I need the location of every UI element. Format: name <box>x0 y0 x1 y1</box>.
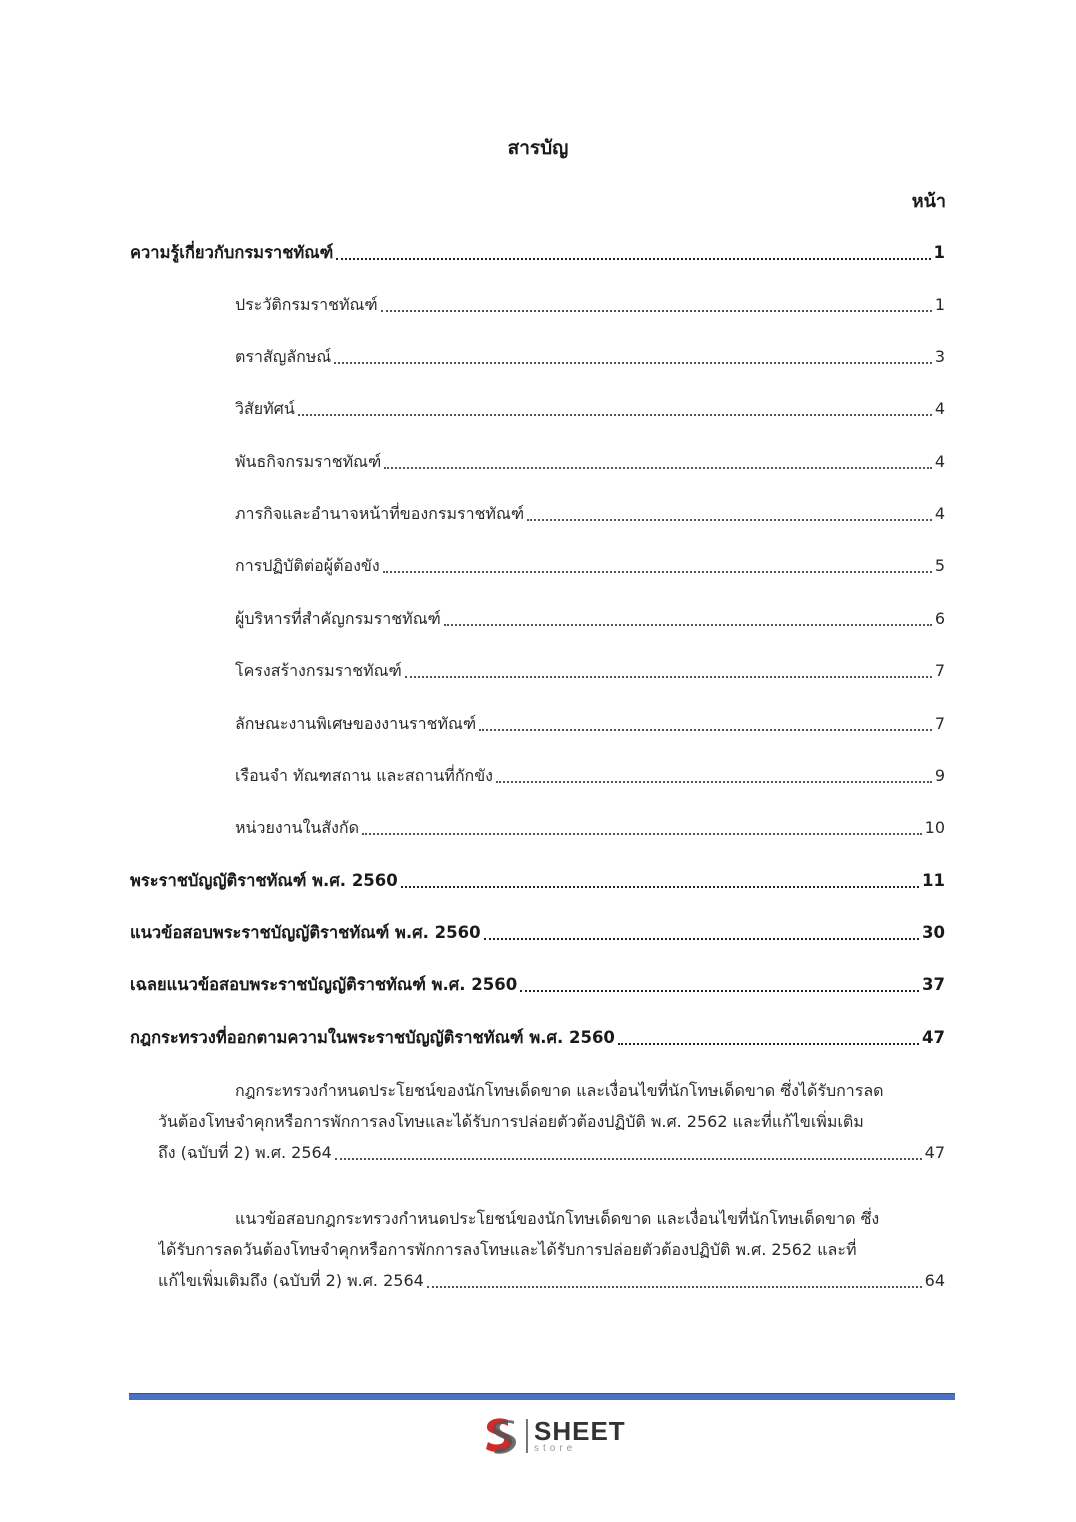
toc-entry-sub[interactable] <box>235 449 945 475</box>
leader-dots <box>334 362 932 364</box>
toc-entry-label: ลักษณะงานพิเศษของงานราชทัณฑ์ <box>235 714 477 733</box>
logo-separator <box>526 1419 528 1453</box>
leader-dots <box>496 781 932 783</box>
toc-page-number: 4 <box>934 452 945 471</box>
toc-entry-sub[interactable] <box>235 606 945 632</box>
toc-entry-label: พระราชบัญญัติราชทัณฑ์ พ.ศ. 2560 <box>130 871 398 890</box>
toc-page-number: 64 <box>924 1271 945 1290</box>
toc-page-number: 37 <box>922 975 945 994</box>
toc-page-number: 4 <box>934 399 945 418</box>
logo-brand-text: SHEET <box>534 1416 626 1446</box>
sheet-store-logo-icon <box>478 1414 522 1458</box>
toc-entry-sub[interactable] <box>235 344 945 370</box>
leader-dots <box>444 624 932 626</box>
leader-dots <box>335 1158 922 1160</box>
leader-dots <box>401 886 919 888</box>
sheet-store-logo <box>478 1414 626 1458</box>
toc-page-number: 5 <box>934 556 945 575</box>
toc-page-number: 4 <box>934 504 945 523</box>
toc-entry-label: พันธกิจกรมราชทัณฑ์ <box>235 452 382 471</box>
toc-page-number: 1 <box>934 295 945 314</box>
toc-entry-label: กฎกระทรวงที่ออกตามความในพระราชบัญญัติราชทัณฑ์ พ.ศ. 2560 <box>130 1028 615 1047</box>
toc-entry-main[interactable] <box>130 1025 945 1051</box>
leader-dots <box>527 519 932 521</box>
toc-entry-sub[interactable] <box>235 763 945 789</box>
toc-entry-main[interactable] <box>130 240 945 266</box>
toc-page-number: 9 <box>934 766 945 785</box>
leader-dots <box>336 258 930 260</box>
toc-page-number: 11 <box>922 871 945 890</box>
toc-entry-label: การปฏิบัติต่อผู้ต้องขัง <box>235 556 380 575</box>
leader-dots <box>298 414 932 416</box>
toc-entry-label: หน่วยงานในสังกัด <box>235 818 359 837</box>
toc-entry-sub[interactable] <box>235 815 945 841</box>
toc-paragraph-line: ถึง (ฉบับที่ 2) พ.ศ. 2564 <box>158 1143 332 1162</box>
page-title: สารบัญ <box>507 137 569 159</box>
toc-entry-label: ความรู้เกี่ยวกับกรมราชทัณฑ์ <box>130 243 334 262</box>
toc-entry-sub[interactable] <box>235 658 945 684</box>
leader-dots <box>520 990 919 992</box>
toc-page-number: 47 <box>924 1143 945 1162</box>
toc-page-number: 7 <box>934 661 945 680</box>
toc-entry-label: ผู้บริหารที่สำคัญกรมราชทัณฑ์ <box>235 609 441 628</box>
toc-entry-sub[interactable] <box>235 553 945 579</box>
toc-page-number: 30 <box>922 923 945 942</box>
toc-paragraph-entry[interactable] <box>158 1203 945 1296</box>
toc-entry-label: แนวข้อสอบพระราชบัญญัติราชทัณฑ์ พ.ศ. 2560 <box>130 923 481 942</box>
toc-paragraph-line: วันต้องโทษจำคุกหรือการพักการลงโทษและได้รับการปล่อยตัวต้องปฏิบัติ พ.ศ. 2562 และที่แก้ไขเพิ่มเติม <box>158 1112 864 1131</box>
toc-entry-main[interactable] <box>130 972 945 998</box>
toc-page-number: 10 <box>924 818 945 837</box>
leader-dots <box>383 571 932 573</box>
toc-entry-main[interactable] <box>130 920 945 946</box>
toc-paragraph-line: แก้ไขเพิ่มเติมถึง (ฉบับที่ 2) พ.ศ. 2564 <box>158 1271 424 1290</box>
leader-dots <box>618 1043 919 1045</box>
leader-dots <box>405 676 932 678</box>
toc-page-number: 7 <box>934 714 945 733</box>
toc-entry-sub[interactable] <box>235 396 945 422</box>
toc-entry-sub[interactable] <box>235 292 945 318</box>
toc-paragraph-line: ได้รับการลดวันต้องโทษจำคุกหรือการพักการลงโทษและได้รับการปล่อยตัวต้องปฏิบัติ พ.ศ. 2562 และที่ <box>158 1240 857 1259</box>
toc-entry-main[interactable] <box>130 868 945 894</box>
leader-dots <box>384 467 932 469</box>
toc-entry-label: ตราสัญลักษณ์ <box>235 347 332 366</box>
toc-entry-label: เฉลยแนวข้อสอบพระราชบัญญัติราชทัณฑ์ พ.ศ. 2560 <box>130 975 518 994</box>
logo-sub-text: store <box>534 1443 577 1454</box>
toc-page-number: 6 <box>934 609 945 628</box>
leader-dots <box>381 310 932 312</box>
toc-entry-label: โครงสร้างกรมราชทัณฑ์ <box>235 661 402 680</box>
toc-entry-label: เรือนจำ ทัณฑสถาน และสถานที่กักขัง <box>235 766 493 785</box>
toc-page-number: 47 <box>922 1028 945 1047</box>
leader-dots <box>479 729 932 731</box>
toc-paragraph-line: แนวข้อสอบกฎกระทรวงกำหนดประโยชน์ของนักโทษเด็ดขาด และเงื่อนไขที่นักโทษเด็ดขาด ซึ่ง <box>235 1209 880 1228</box>
toc-paragraph-line: กฎกระทรวงกำหนดประโยชน์ของนักโทษเด็ดขาด และเงื่อนไขที่นักโทษเด็ดขาด ซึ่งได้รับการลด <box>235 1081 884 1100</box>
toc-paragraph-entry[interactable] <box>158 1075 945 1168</box>
leader-dots <box>427 1286 922 1288</box>
page-column-header: หน้า <box>911 191 946 212</box>
toc-page-number: 3 <box>934 347 945 366</box>
toc-entry-label: วิสัยทัศน์ <box>235 399 295 418</box>
leader-dots <box>362 833 922 835</box>
leader-dots <box>484 938 919 940</box>
toc-entry-label: ภารกิจและอำนาจหน้าที่ของกรมราชทัณฑ์ <box>235 504 525 523</box>
toc-entry-sub[interactable] <box>235 501 945 527</box>
footer-divider <box>129 1393 955 1400</box>
toc-page-number: 1 <box>933 243 945 262</box>
toc-entry-label: ประวัติกรมราชทัณฑ์ <box>235 295 378 314</box>
toc-entry-sub[interactable] <box>235 711 945 737</box>
